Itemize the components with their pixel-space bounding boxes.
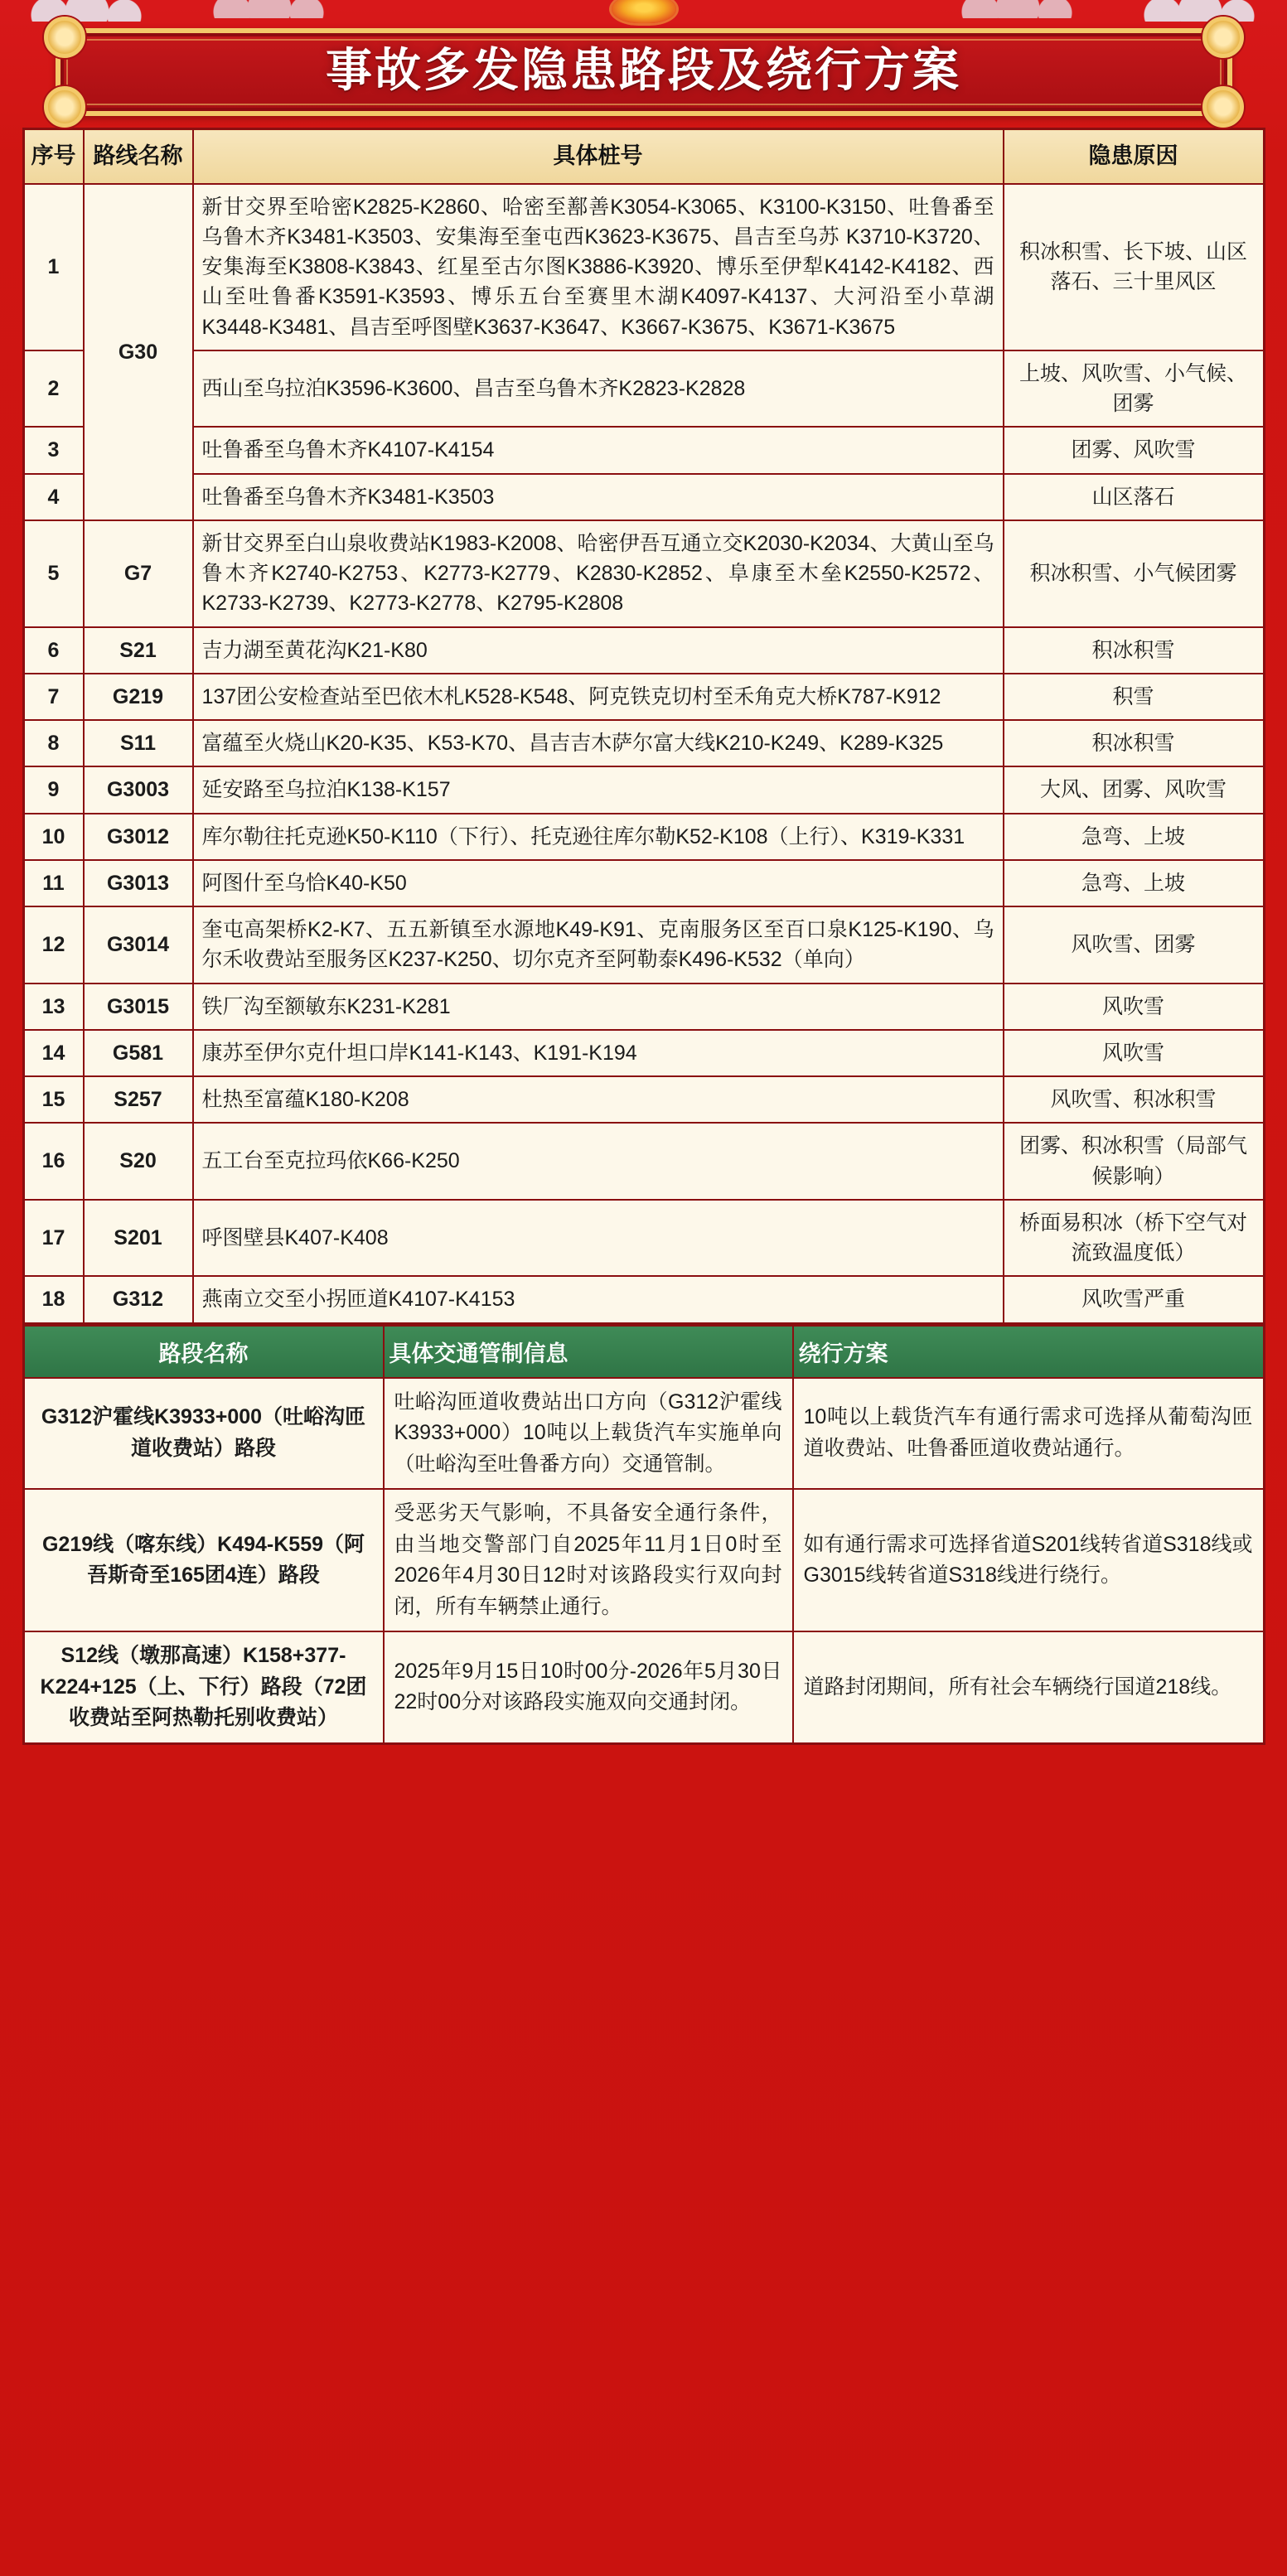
row-cause: 桥面易积冰（桥下空气对流致温度低）: [1004, 1200, 1265, 1277]
row-index: 7: [23, 674, 84, 720]
row-index: 13: [23, 984, 84, 1030]
row-index: 2: [23, 350, 84, 428]
row-cause: 风吹雪、积冰积雪: [1004, 1076, 1265, 1123]
column-header-detour-plan: 绕行方案: [793, 1326, 1265, 1378]
corner-ornament-icon: [44, 86, 85, 128]
column-header-stake: 具体桩号: [193, 129, 1004, 184]
row-index: 14: [23, 1030, 84, 1076]
table-row: [23, 1123, 1264, 1200]
row-index: 15: [23, 1076, 84, 1123]
row-stake: 吐鲁番至乌鲁木齐K4107-K4154: [193, 427, 1004, 473]
table-row: [23, 184, 1264, 350]
column-header-cause: 隐患原因: [1004, 129, 1265, 184]
row-route: G3013: [84, 860, 193, 906]
row-index: 4: [23, 474, 84, 520]
row-cause: 积冰积雪、长下坡、山区落石、三十里风区: [1004, 184, 1265, 350]
corner-ornament-icon: [44, 17, 85, 58]
corner-ornament-icon: [1202, 17, 1244, 58]
row-route: G3012: [84, 814, 193, 860]
row-cause: 积冰积雪: [1004, 627, 1265, 674]
table-row: [23, 1489, 1264, 1631]
cloud-icon: [956, 0, 1080, 18]
page-title: 事故多发隐患路段及绕行方案: [326, 46, 961, 97]
row-index: 8: [23, 720, 84, 766]
row-index: 6: [23, 627, 84, 674]
table-header-row: [23, 1326, 1264, 1378]
control-table-body: [23, 1378, 1264, 1744]
table-row: [23, 1631, 1264, 1743]
table-row: [23, 906, 1264, 984]
row-route: G312: [84, 1276, 193, 1323]
row-index: 3: [23, 427, 84, 473]
control-section-name: S12线（墩那高速）K158+377-K224+125（上、下行）路段（72团收费站至阿热勒托别收费站）: [23, 1631, 384, 1743]
row-cause: 团雾、风吹雪: [1004, 427, 1265, 473]
row-cause: 大风、团雾、风吹雪: [1004, 766, 1265, 813]
row-index: 16: [23, 1123, 84, 1200]
table-row: [23, 350, 1264, 428]
table-row: [23, 1378, 1264, 1490]
corner-ornament-icon: [1202, 86, 1244, 128]
control-section-name: G219线（喀东线）K494-K559（阿吾斯奇至165团4连）路段: [23, 1489, 384, 1631]
row-cause: 上坡、风吹雪、小气候、团雾: [1004, 350, 1265, 428]
title-plaque: [56, 28, 1232, 116]
detour-plan: 道路封闭期间，所有社会车辆绕行国道218线。: [793, 1631, 1265, 1743]
table-header-row: [23, 129, 1264, 184]
table-row: [23, 427, 1264, 473]
row-route: G3003: [84, 766, 193, 813]
table-row: [23, 720, 1264, 766]
row-cause: 急弯、上坡: [1004, 814, 1265, 860]
row-stake: 137团公安检查站至巴依木札K528-K548、阿克铁克切村至禾角克大桥K787-K912: [193, 674, 1004, 720]
row-route: S201: [84, 1200, 193, 1277]
table-row: [23, 984, 1264, 1030]
table-row: [23, 814, 1264, 860]
hazard-table-head: [23, 129, 1264, 184]
table-row: [23, 1076, 1264, 1123]
row-stake: 库尔勒往托克逊K50-K110（下行）、托克逊往库尔勒K52-K108（上行）、K319-K331: [193, 814, 1004, 860]
row-index: 17: [23, 1200, 84, 1277]
row-index: 18: [23, 1276, 84, 1323]
row-stake: 呼图壁县K407-K408: [193, 1200, 1004, 1277]
row-stake: 五工台至克拉玛依K66-K250: [193, 1123, 1004, 1200]
row-stake: 燕南立交至小拐匝道K4107-K4153: [193, 1276, 1004, 1323]
table-row: [23, 1030, 1264, 1076]
control-section-name: G312沪霍线K3933+000（吐峪沟匝道收费站）路段: [23, 1378, 384, 1490]
decorative-top-band: [0, 0, 1287, 22]
row-stake: 延安路至乌拉泊K138-K157: [193, 766, 1004, 813]
row-cause: 风吹雪严重: [1004, 1276, 1265, 1323]
row-stake: 新甘交界至白山泉收费站K1983-K2008、哈密伊吾互通立交K2030-K2034、大黄山至乌鲁木齐K2740-K2753、K2773-K2779、K2830-K2852、阜康至木垒K2550-K2572、 K2733-K2739、K2773-K2778、K2795-K2808: [193, 520, 1004, 627]
table-row: [23, 1276, 1264, 1323]
column-header-section-name: 路段名称: [23, 1326, 384, 1378]
row-stake: 新甘交界至哈密K2825-K2860、哈密至鄯善K3054-K3065、K3100-K3150、吐鲁番至乌鲁木齐K3481-K3503、安集海至奎屯西K3623-K3675、昌吉至乌苏 K3710-K3720、安集海至K3808-K3843、红星至古尔图K3886-K3920、博乐至伊犁K4142-K4182、西山至吐鲁番K3591-K3593、博乐五台至赛里木湖K4097-K4137、大河沿至小草湖K3448-K3481、昌吉至呼图壁K3637-K3647、K3667-K3675、K3671-K3675: [193, 184, 1004, 350]
row-cause: 山区落石: [1004, 474, 1265, 520]
row-route: G7: [84, 520, 193, 627]
row-route: G30: [84, 184, 193, 520]
row-index: 12: [23, 906, 84, 984]
row-cause: 积冰积雪、小气候团雾: [1004, 520, 1265, 627]
row-route: G581: [84, 1030, 193, 1076]
control-info: 受恶劣天气影响，不具备安全通行条件，由当地交警部门自2025年11月1日0时至2026年4月30日12时对该路段实行双向封闭，所有车辆禁止通行。: [384, 1489, 793, 1631]
row-stake: 杜热至富蕴K180-K208: [193, 1076, 1004, 1123]
row-stake: 铁厂沟至额敏东K231-K281: [193, 984, 1004, 1030]
row-cause: 风吹雪: [1004, 1030, 1265, 1076]
table-row: [23, 474, 1264, 520]
column-header-index: 序号: [23, 129, 84, 184]
row-route: G3015: [84, 984, 193, 1030]
control-info: 吐峪沟匝道收费站出口方向（G312沪霍线K3933+000）10吨以上载货汽车实施单向（吐峪沟至吐鲁番方向）交通管制。: [384, 1378, 793, 1490]
row-route: G3014: [84, 906, 193, 984]
table-row: [23, 1200, 1264, 1277]
detour-plan: 10吨以上载货汽车有通行需求可选择从葡萄沟匝道收费站、吐鲁番匝道收费站通行。: [793, 1378, 1265, 1490]
row-stake: 西山至乌拉泊K3596-K3600、昌吉至乌鲁木齐K2823-K2828: [193, 350, 1004, 428]
row-route: S21: [84, 627, 193, 674]
control-info: 2025年9月15日10时00分-2026年5月30日22时00分对该路段实施双向交通封闭。: [384, 1631, 793, 1743]
row-index: 1: [23, 184, 84, 350]
row-route: S11: [84, 720, 193, 766]
row-stake: 奎屯高架桥K2-K7、五五新镇至水源地K49-K91、克南服务区至百口泉K125-K190、乌尔禾收费站至服务区K237-K250、切尔克齐至阿勒泰K496-K532（单向）: [193, 906, 1004, 984]
row-stake: 吉力湖至黄花沟K21-K80: [193, 627, 1004, 674]
table-row: [23, 860, 1264, 906]
hazard-sections-table: [22, 128, 1265, 1324]
row-index: 9: [23, 766, 84, 813]
detour-plan: 如有通行需求可选择省道S201线转省道S318线或G3015线转省道S318线进行绕行。: [793, 1489, 1265, 1631]
title-banner: [56, 28, 1232, 116]
row-route: S257: [84, 1076, 193, 1123]
cloud-icon: [207, 0, 331, 18]
row-cause: 风吹雪: [1004, 984, 1265, 1030]
row-stake: 富蕴至火烧山K20-K35、K53-K70、昌吉吉木萨尔富大线K210-K249、K289-K325: [193, 720, 1004, 766]
table-row: [23, 520, 1264, 627]
row-cause: 积雪: [1004, 674, 1265, 720]
cloud-icon: [1138, 0, 1262, 22]
column-header-control-info: 具体交通管制信息: [384, 1326, 793, 1378]
row-route: S20: [84, 1123, 193, 1200]
table-row: [23, 627, 1264, 674]
cloud-icon: [25, 0, 149, 22]
tables-container: [22, 128, 1265, 1744]
row-stake: 吐鲁番至乌鲁木齐K3481-K3503: [193, 474, 1004, 520]
row-cause: 风吹雪、团雾: [1004, 906, 1265, 984]
row-index: 5: [23, 520, 84, 627]
row-index: 10: [23, 814, 84, 860]
row-stake: 阿图什至乌恰K40-K50: [193, 860, 1004, 906]
row-route: G219: [84, 674, 193, 720]
row-stake: 康苏至伊尔克什坦口岸K141-K143、K191-K194: [193, 1030, 1004, 1076]
column-header-route: 路线名称: [84, 129, 193, 184]
row-index: 11: [23, 860, 84, 906]
table-row: [23, 674, 1264, 720]
hazard-table-body: [23, 184, 1264, 1324]
row-cause: 团雾、积冰积雪（局部气候影响）: [1004, 1123, 1265, 1200]
row-cause: 积冰积雪: [1004, 720, 1265, 766]
traffic-control-table: [22, 1325, 1265, 1745]
row-cause: 急弯、上坡: [1004, 860, 1265, 906]
control-table-head: [23, 1326, 1264, 1378]
lantern-icon: [612, 0, 676, 23]
table-row: [23, 766, 1264, 813]
